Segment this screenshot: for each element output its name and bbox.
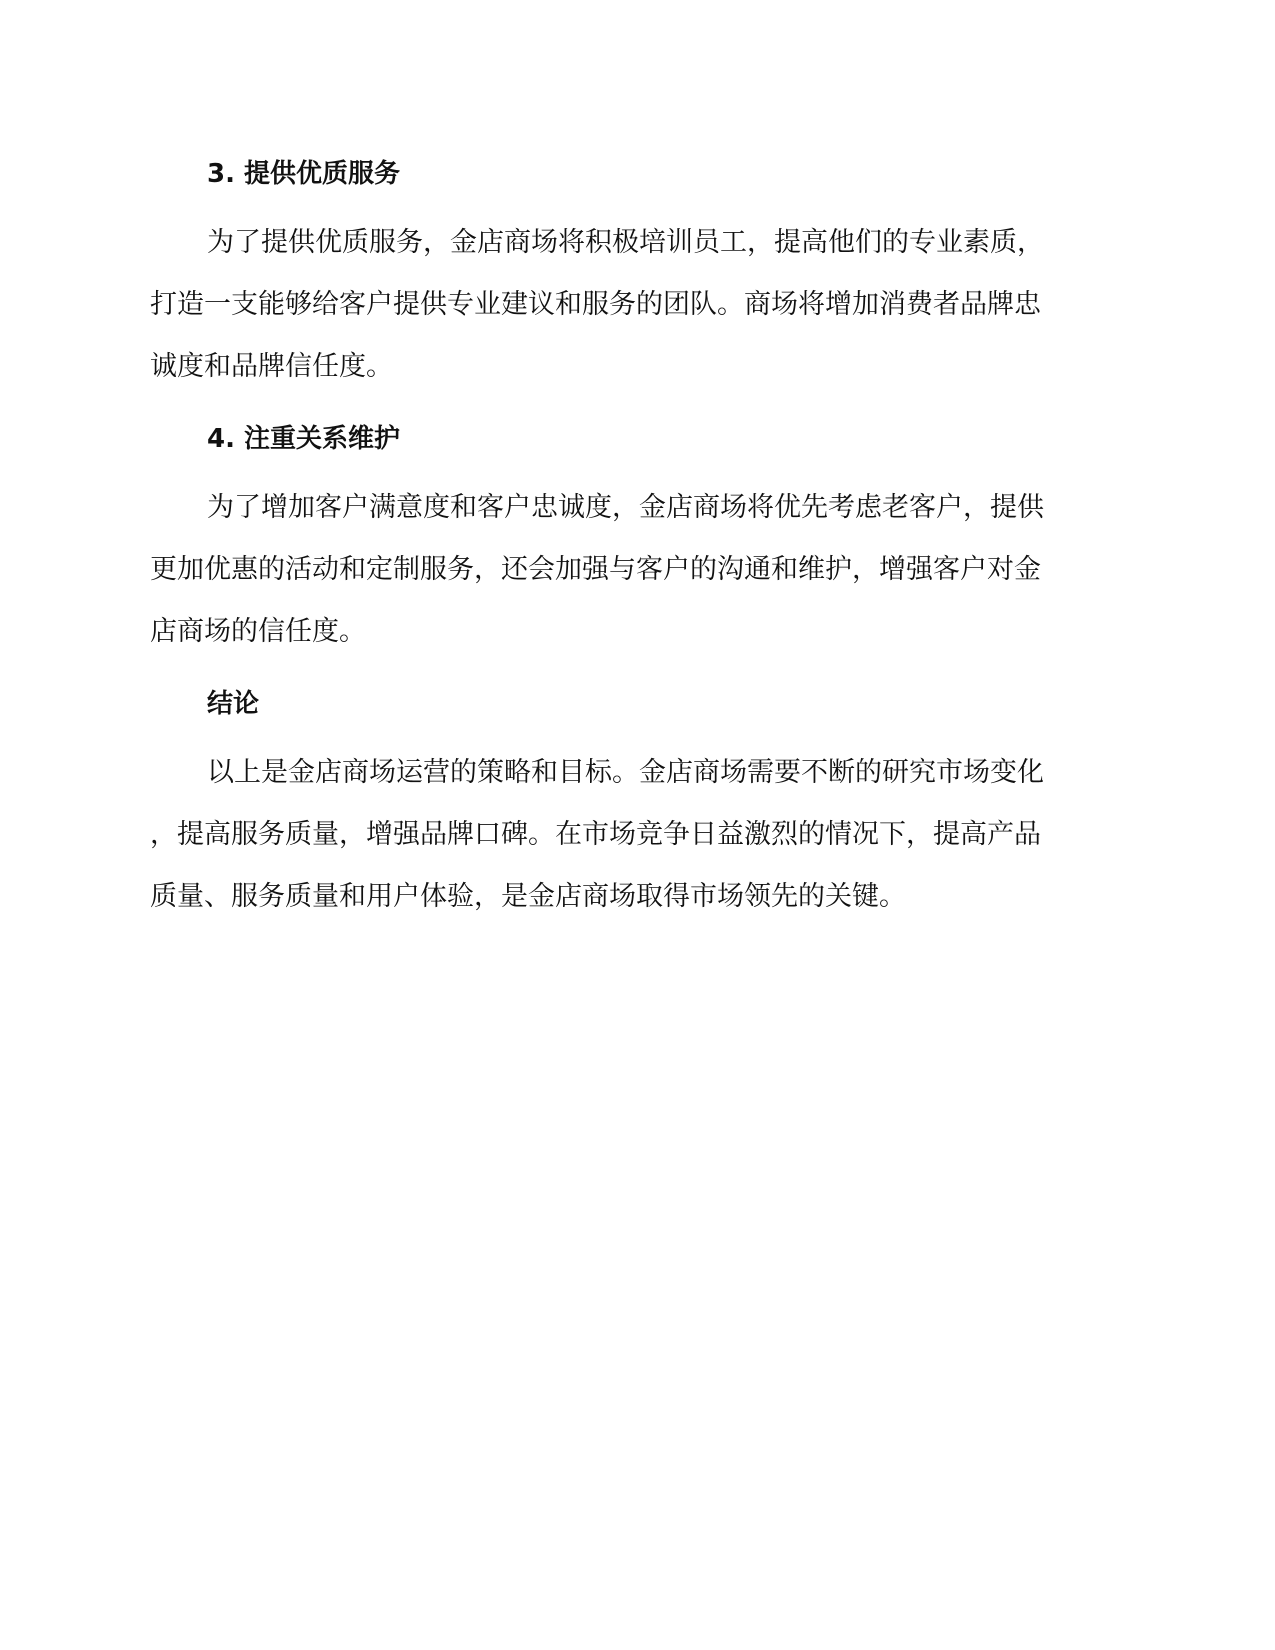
paragraph-line: ，提高服务质量，增强品牌口碑。在市场竞争日益激烈的情况下，提高产品 bbox=[150, 819, 1041, 850]
paragraph-line: 质量、服务质量和用户体验，是金店商场取得市场领先的关键。 bbox=[150, 881, 906, 912]
paragraph-line: 为了增加客户满意度和客户忠诚度，金店商场将优先考虑老客户，提供 bbox=[207, 492, 1044, 523]
paragraph-line: 打造一支能够给客户提供专业建议和服务的团队。商场将增加消费者品牌忠 bbox=[150, 289, 1041, 320]
paragraph-line: 店商场的信任度。 bbox=[150, 616, 366, 647]
paragraph-line: 更加优惠的活动和定制服务，还会加强与客户的沟通和维护，增强客户对金 bbox=[150, 554, 1041, 585]
section-heading-conclusion: 结论 bbox=[207, 689, 260, 719]
paragraph-relationship bbox=[150, 491, 1116, 677]
paragraph-line: 为了提供优质服务，金店商场将积极培训员工，提高他们的专业素质， bbox=[207, 227, 1044, 258]
paragraph-conclusion bbox=[150, 756, 1116, 942]
section-heading-service: 3. 提供优质服务 bbox=[207, 159, 401, 189]
paragraph-line: 诚度和品牌信任度。 bbox=[150, 351, 393, 382]
paragraph-service bbox=[150, 226, 1116, 412]
paragraph-line: 以上是金店商场运营的策略和目标。金店商场需要不断的研究市场变化 bbox=[207, 757, 1044, 788]
section-heading-relationship: 4. 注重关系维护 bbox=[207, 424, 401, 454]
